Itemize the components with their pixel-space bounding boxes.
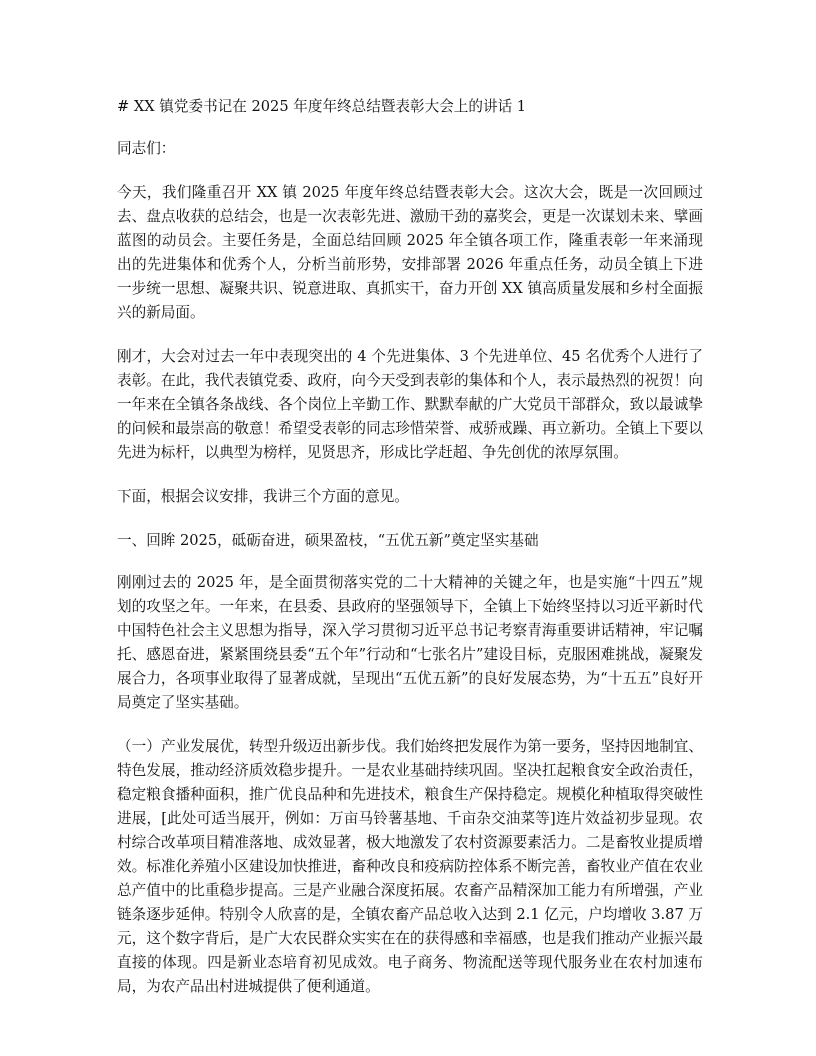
section-heading: 一、回眸 2025，砥砺奋进，硕果盈枝，“五优五新”奠定坚实基础 — [117, 532, 539, 549]
greeting: 同志们： — [117, 140, 176, 157]
paragraph-outline: 下面，根据会议安排，我讲三个方面的意见。 — [117, 488, 409, 505]
document-title: # XX 镇党委书记在 2025 年度年终总结暨表彰大会上的讲话 1 — [117, 98, 527, 115]
paragraph-commendation: 刚才，大会对过去一年中表现突出的 4 个先进集体、3 个先进单位、45 名优秀个人进行了表彰。在此，我代表镇党委、政府，向今天受到表彰的集体和个人，表示最热烈的祝贺！向一年来在全镇各条战线、各个岗位上辛勤工作、默默奉献的广大党员干部群众，致以最诚挚的问候和最崇高的敬意！希望受表彰的同志珍惜荣誉、戒骄戒躁、再立新功。全镇上下要以先进为标杆，以典型为榜样，见贤思齐，形成比学赶超、争先创优的浓厚氛围。 — [117, 348, 703, 461]
paragraph-review: 刚刚过去的 2025 年，是全面贯彻落实党的二十大精神的关键之年，也是实施“十四五”规划的攻坚之年。一年来，在县委、县政府的坚强领导下，全镇上下始终坚持以习近平新时代中国特色社会主义思想为指导，深入学习贯彻习近平总书记考察青海重要讲话精神，牢记嘱托、感恩奋进，紧紧围绕县委“五个年”行动和“七张名片”建设目标，克服困难挑战，凝聚发展合力，各项事业取得了显著成就，呈现出“五优五新”的良好发展态势，为“十五五”良好开局奠定了坚实基础。 — [117, 574, 703, 711]
document-body — [117, 95, 703, 1019]
paragraph-intro: 今天，我们隆重召开 XX 镇 2025 年度年终总结暨表彰大会。这次大会，既是一次回顾过去、盘点收获的总结会，也是一次表彰先进、激励干劲的嘉奖会，更是一次谋划未来、擘画蓝图的动员会。主要任务是，全面总结回顾 2025 年全镇各项工作，隆重表彰一年来涌现出的先进集体和优秀个人，分析当前形势，安排部署 2026 年重点任务，动员全镇上下进一步统一思想、凝聚共识、锐意进取、真抓实干，奋力开创 XX 镇高质量发展和乡村全面振兴的新局面。 — [117, 184, 703, 321]
paragraph-industry: （一）产业发展优，转型升级迈出新步伐。我们始终把发展作为第一要务，坚持因地制宜、特色发展，推动经济质效稳步提升。一是农业基础持续巩固。坚决扛起粮食安全政治责任，稳定粮食播种面积，推广优良品种和先进技术，粮食生产保持稳定。规模化种植取得突破性进展，[此处可适当展开，例如：万亩马铃薯基地、千亩杂交油菜等]连片效益初步显现。农村综合改革项目精准落地、成效显著，极大地激发了农村资源要素活力。二是畜牧业提质增效。标准化养殖小区建设加快推进，畜种改良和疫病防控体系不断完善，畜牧业产值在农业总产值中的比重稳步提高。三是产业融合深度拓展。农畜产品精深加工能力有所增强，产业链条逐步延伸。特别令人欣喜的是，全镇农畜产品总收入达到 2.1 亿元，户均增收 3.87 万元，这个数字背后，是广大农民群众实实在在的获得感和幸福感，也是我们推动产业振兴最直接的体现。四是新业态培育初见成效。电子商务、物流配送等现代服务业在农村加速布局，为农产品出村进城提供了便利通道。 — [117, 738, 703, 995]
